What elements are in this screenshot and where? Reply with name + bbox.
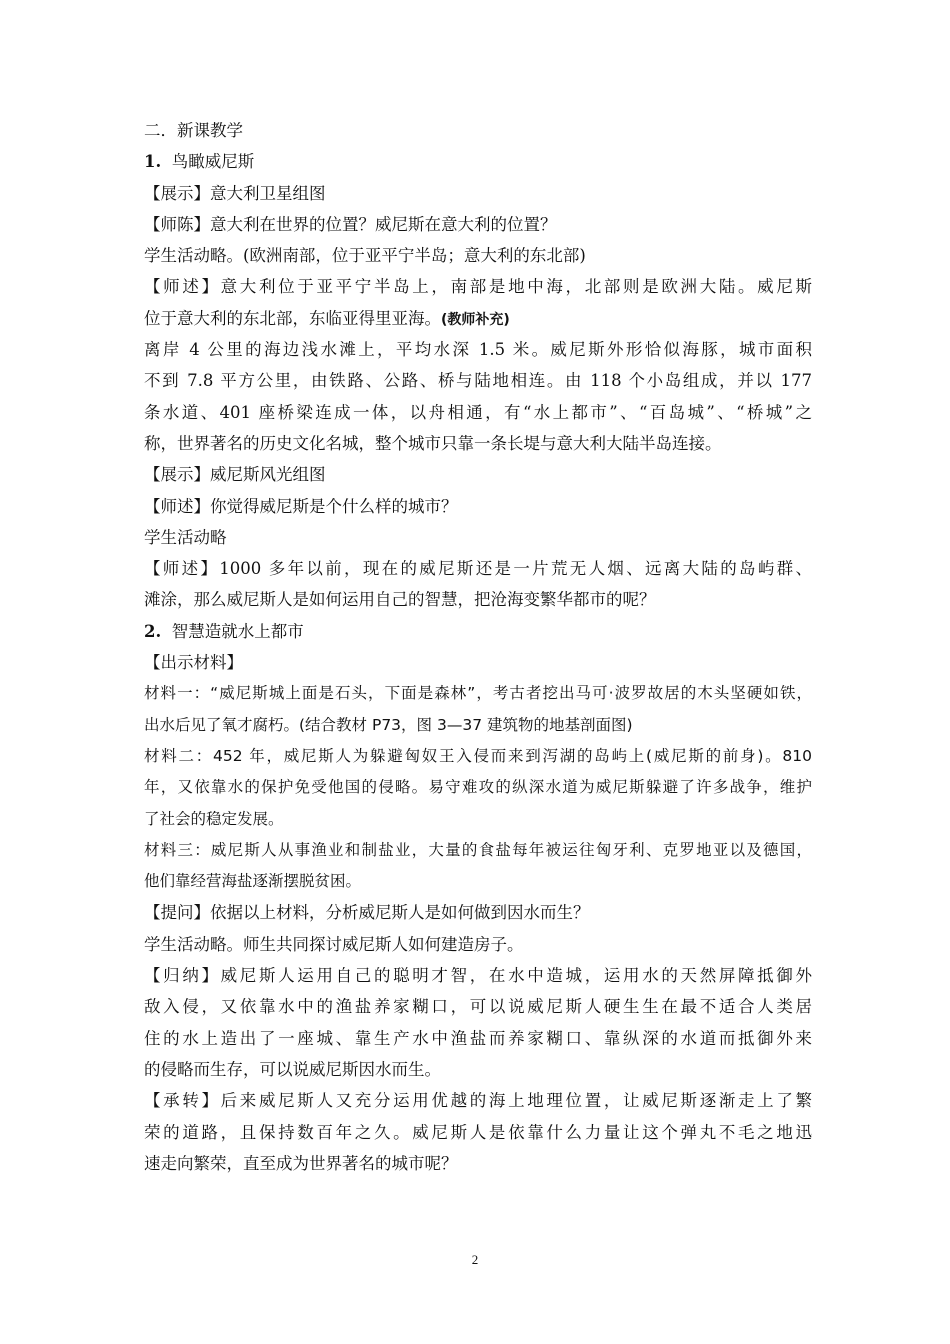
- paragraph-summary-d: 的侵略而生存，可以说威尼斯因水而生。: [144, 1059, 441, 1079]
- paragraph-summary-c: 住的水上造出了一座城、靠生产水中渔盐而养家糊口、靠纵深的水道而抵御外来: [144, 1028, 812, 1048]
- paragraph-transition-b: 荣的道路，且保持数百年之久。威尼斯人是依靠什么力量让这个弹丸不毛之地迅: [144, 1122, 812, 1142]
- paragraph-venice-desc-b: 不到 7.8 平方公里，由铁路、公路、桥与陆地相连。由 118 个小岛组成，并以 177: [144, 371, 812, 391]
- heading-1-number: 1.: [144, 152, 162, 172]
- heading-2-number: 2.: [144, 621, 162, 641]
- paragraph-teacher-narration-1b: [144, 303, 812, 334]
- heading-1-text: 鸟瞰威尼斯: [171, 152, 255, 172]
- teacher-note: (教师补充): [441, 311, 510, 328]
- paragraph-student-activity-3: 学生活动略。师生共同探讨威尼斯人如何建造房子。: [144, 934, 524, 954]
- paragraph-show-map: 【展示】意大利卫星组图: [144, 183, 326, 203]
- page-number: 2: [471, 1252, 479, 1267]
- material-3-line-a: 材料三：威尼斯人从事渔业和制盐业，大量的食盐每年被运往匈牙利、克罗地亚以及德国，: [144, 840, 812, 859]
- material-2-line-c: 了社会的稳定发展。: [144, 809, 284, 828]
- paragraph-transition-a: 【承转】后来威尼斯人又充分运用优越的海上地理位置，让威尼斯逐渐走上了繁: [144, 1091, 812, 1111]
- section-title: 二．新课教学: [144, 121, 243, 140]
- narration-1b-text: 位于意大利的东北部，东临亚得里亚海。: [144, 308, 441, 328]
- paragraph-show-materials: 【出示材料】: [144, 653, 243, 673]
- material-1-line-a: 材料一：“威尼斯城上面是石头，下面是森林”，考古者挖出马可·波罗故居的木头坚硬如铁，: [144, 684, 812, 703]
- heading-1: [144, 146, 812, 177]
- paragraph-teacher-question-2: 【师述】你觉得威尼斯是个什么样的城市？: [144, 496, 458, 516]
- paragraph-question: 【提问】依据以上材料，分析威尼斯人是如何做到因水而生？: [144, 903, 590, 923]
- paragraph-venice-desc-a: 离岸 4 公里的海边浅水滩上，平均水深 1.5 米。威尼斯外形恰似海豚，城市面积: [144, 340, 812, 360]
- heading-2-text: 智慧造就水上都市: [171, 621, 304, 641]
- paragraph-transition-c: 速走向繁荣，直至成为世界著名的城市呢？: [144, 1153, 458, 1173]
- heading-2: [144, 616, 812, 647]
- paragraph-summary-b: 敌入侵，又依靠水中的渔盐养家糊口，可以说威尼斯人硬生生在最不适合人类居: [144, 997, 812, 1017]
- paragraph-venice-desc-d: 称，世界著名的历史文化名城，整个城市只靠一条长堤与意大利大陆半岛连接。: [144, 433, 722, 453]
- paragraph-teacher-narration-2a: 【师述】1000 多年以前，现在的威尼斯还是一片荒无人烟、远离大陆的岛屿群、: [144, 559, 812, 579]
- page-content: [144, 115, 812, 1179]
- material-2-line-a: 材料二：452 年，威尼斯人为躲避匈奴王入侵而来到泻湖的岛屿上(威尼斯的前身)。810: [144, 746, 812, 765]
- material-3-line-b: 他们靠经营海盐逐渐摆脱贫困。: [144, 872, 362, 891]
- paragraph-show-scenery: 【展示】威尼斯风光组图: [144, 465, 326, 485]
- paragraph-venice-desc-c: 条水道、401 座桥梁连成一体，以舟相通，有“水上都市”、“百岛城”、“桥城”之: [144, 402, 812, 422]
- paragraph-student-activity-2: 学生活动略: [144, 527, 227, 547]
- paragraph-teacher-narration-1a: 【师述】意大利位于亚平宁半岛上，南部是地中海，北部则是欧洲大陆。威尼斯: [144, 277, 812, 297]
- material-2-line-b: 年，又依靠水的保护免受他国的侵略。易守难攻的纵深水道为威尼斯躲避了许多战争，维护: [144, 778, 812, 797]
- material-1-line-b: 出水后见了氧才腐朽。(结合教材 P73，图 3—37 建筑物的地基剖面图): [144, 715, 633, 734]
- paragraph-teacher-narration-2b: 滩涂，那么威尼斯人是如何运用自己的智慧，把沧海变繁华都市的呢？: [144, 590, 656, 610]
- paragraph-summary-a: 【归纳】威尼斯人运用自己的聪明才智，在水中造城，运用水的天然屏障抵御外: [144, 966, 812, 986]
- paragraph-teacher-question: 【师陈】意大利在世界的位置？威尼斯在意大利的位置？: [144, 214, 557, 234]
- paragraph-student-activity-1: 学生活动略。(欧洲南部，位于亚平宁半岛；意大利的东北部): [144, 246, 586, 266]
